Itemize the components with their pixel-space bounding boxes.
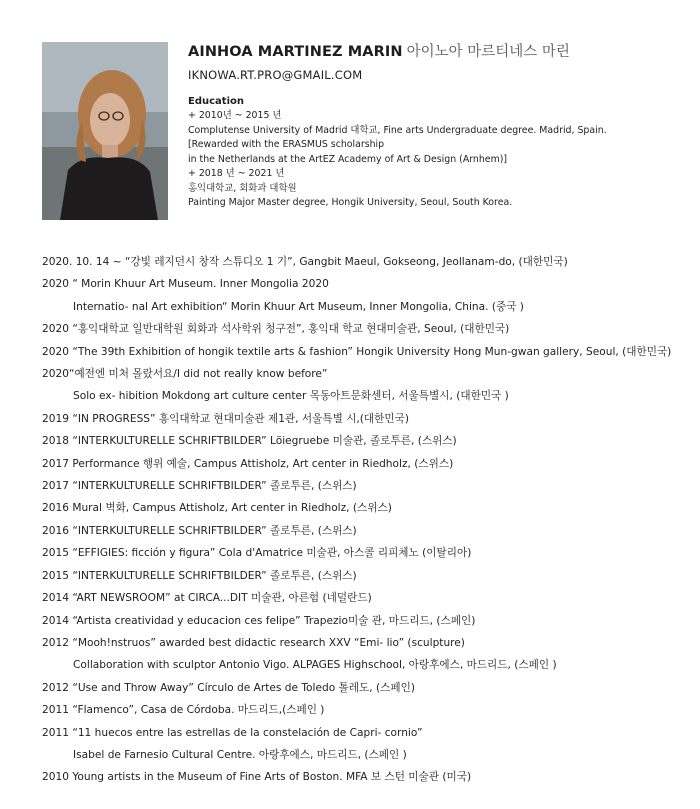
exhibition-entry: 2017 “INTERKULTURELLE SCHRIFTBILDER” 졸로투른, (스위스) [42, 480, 357, 493]
exhibition-entry-continuation: Isabel de Farnesio Cultural Centre. 아랑후에스, 마드리드, (스페인 ) [73, 748, 407, 761]
education-list [188, 109, 688, 211]
name-english: AINHOA MARTINEZ MARIN [188, 44, 403, 60]
exhibition-entry: 2020. 10. 14 ~ “강빛 레지던시 창작 스튜디오 1 기”, Gangbit Maeul, Gokseong, Jeollanam-do, (대한민국) [42, 256, 568, 268]
exhibition-entry: 2016 “INTERKULTURELLE SCHRIFTBILDER” 졸로투른, (스위스) [42, 524, 357, 537]
exhibition-entry: 2012 “Use and Throw Away” Círculo de Artes de Toledo 톨레도, (스페인) [42, 681, 415, 694]
education-heading: Education [188, 96, 244, 107]
education-line: [Rewarded with the ERASMUS scholarship [188, 139, 385, 150]
exhibition-entry: 2017 Performance 행위 예술, Campus Attisholz, Art center in Riedholz, (스위스) [42, 457, 454, 470]
exhibition-entry: 2019 “IN PROGRESS” 홍익대학교 현대미술관 제1관, 서울특별 시,(대한민국) [42, 412, 410, 425]
resume-header [188, 42, 688, 211]
education-line: Complutense University of Madrid 대학교, Fine arts Undergraduate degree. Madrid, Spain. [188, 124, 607, 136]
profile-photo [42, 42, 168, 220]
education-line: + 2018 년 ~ 2021 년 [188, 168, 285, 179]
email-address: IKNOWA.RT.PRO@GMAIL.COM [188, 68, 363, 82]
education-line: + 2010년 ~ 2015 년 [188, 110, 282, 121]
exhibition-entry: 2016 Mural 벽화, Campus Attisholz, Art center in Riedholz, (스위스) [42, 502, 392, 515]
education-line: in the Netherlands at the ArtEZ Academy of Art & Design (Arnhem)] [188, 153, 508, 165]
exhibition-entry: 2011 “11 huecos entre las estrellas de la constelación de Capri- cornio” [42, 726, 423, 739]
exhibition-entry: 2015 “INTERKULTURELLE SCHRIFTBILDER” 졸로투른, (스위스) [42, 569, 357, 582]
exhibition-entry: 2014 “ART NEWSROOM” at CIRCA...DIT 미술관, 아른험 (네덜란드) [42, 592, 372, 605]
exhibition-entry: 2015 “EFFIGIES: ficción y figura” Cola d'Amatrice 미술관, 아스콜 리피체노 (이탈리아) [42, 547, 472, 560]
name-korean: 아이노아 마르티네스 마린 [406, 44, 570, 60]
education-line: Painting Major Master degree, Hongik University, Seoul, South Korea. [188, 197, 513, 208]
exhibition-entry: 2010 Young artists in the Museum of Fine Arts of Boston. MFA 보 스턴 미술관 (미국) [42, 771, 472, 784]
exhibition-entry: 2020 “The 39th Exhibition of hongik textile arts & fashion” Hongik University Hong Mun-gwan gallery, Seoul, (대한민국) [42, 345, 672, 358]
exhibition-entry-continuation: Internatio- nal Art exhibition“ Morin Khuur Art Museum, Inner Mongolia, China. (중국 ) [73, 300, 524, 313]
education-line: 홍익대학교, 회화과 대학원 [188, 182, 297, 194]
exhibition-entry: 2018 “INTERKULTURELLE SCHRIFTBILDER” Löiegruebe 미술관, 졸로투른, (스위스) [42, 435, 457, 448]
exhibition-list [42, 251, 692, 789]
exhibition-entry: 2012 “Mooh!nstruos” awarded best didactic research XXV “Emi- lio” (sculpture) [42, 636, 465, 649]
exhibition-entry: 2020 “ Morin Khuur Art Museum. Inner Mongolia 2020 [42, 278, 329, 291]
exhibition-entry: 2020“예전엔 미처 몰랐서요/I did not really know before” [42, 368, 328, 381]
exhibition-entry-continuation: Solo ex- hibition Mokdong art culture center 목동아트문화센터, 서울특별시, (대한민국 ) [73, 390, 509, 403]
exhibition-entry: 2020 “홍익대학교 일반대학원 회화과 석사학위 청구전”, 홍익대 학교 현대미술관, Seoul, (대한민국) [42, 323, 510, 336]
exhibition-entry: 2014 “Artista creatividad y educacion ces felipe” Trapezio미술 관, 마드리드, (스페인) [42, 614, 476, 627]
artist-name [188, 42, 688, 62]
exhibition-entry: 2011 “Flamenco”, Casa de Córdoba. 마드리드,(스페인 ) [42, 704, 325, 717]
exhibition-entry-continuation: Collaboration with sculptor Antonio Vigo. ALPAGES Highschool, 아랑후에스, 마드리드, (스페인 ) [73, 659, 557, 672]
